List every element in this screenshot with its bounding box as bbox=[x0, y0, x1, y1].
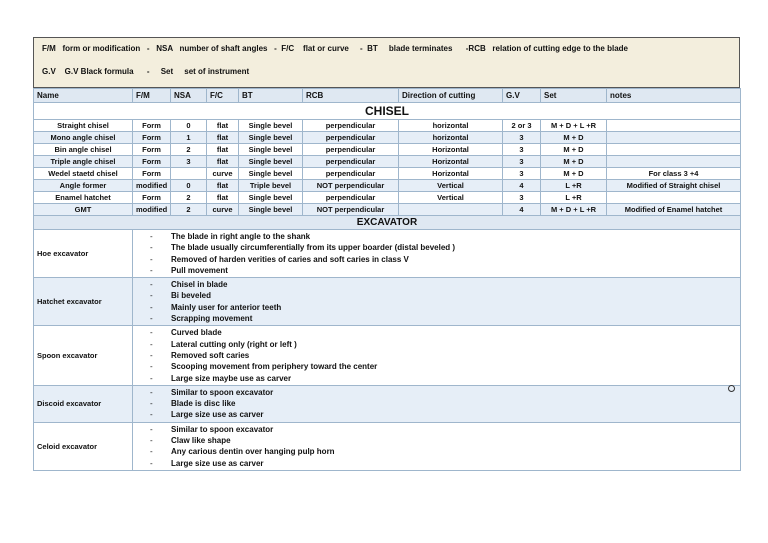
cell-direction: Horizontal bbox=[399, 144, 503, 156]
bullet-item: - Similar to spoon excavator bbox=[133, 387, 740, 398]
cell-rcb: perpendicular bbox=[303, 156, 399, 168]
table-row bbox=[34, 168, 741, 180]
bullet-list bbox=[133, 279, 740, 324]
cell-name: Straight chisel bbox=[34, 120, 133, 132]
cell-bt: Single bevel bbox=[239, 156, 303, 168]
cell-nsa: 1 bbox=[171, 132, 207, 144]
cell-fm: Form bbox=[133, 132, 171, 144]
cell-bt: Single bevel bbox=[239, 204, 303, 216]
header-nsa: NSA bbox=[171, 89, 207, 103]
cell-set: M + D + L +R bbox=[541, 204, 607, 216]
bullet-item: - Removed of harden verities of caries and soft caries in class V bbox=[133, 254, 740, 265]
cell-bt: Single bevel bbox=[239, 144, 303, 156]
header-fm: F/M bbox=[133, 89, 171, 103]
cell-direction: Horizontal bbox=[399, 168, 503, 180]
bullet-item: - Blade is disc like bbox=[133, 398, 740, 409]
cell-fm: Form bbox=[133, 192, 171, 204]
excavator-name: Hoe excavator bbox=[34, 230, 133, 278]
bullet-list bbox=[133, 387, 740, 421]
cell-set: M + D + L +R bbox=[541, 120, 607, 132]
cell-fc: curve bbox=[207, 168, 239, 180]
cell-nsa: 2 bbox=[171, 144, 207, 156]
cell-name: Bin angle chisel bbox=[34, 144, 133, 156]
cell-nsa: 0 bbox=[171, 120, 207, 132]
bullet-item: - Claw like shape bbox=[133, 435, 740, 446]
excavator-row bbox=[34, 230, 741, 278]
cell-set: M + D bbox=[541, 168, 607, 180]
bullet-list bbox=[133, 327, 740, 383]
excavator-description bbox=[133, 326, 741, 385]
cell-fc: flat bbox=[207, 192, 239, 204]
bullet-item: - Similar to spoon excavator bbox=[133, 424, 740, 435]
section-chisel bbox=[34, 103, 741, 120]
cell-bt: Single bevel bbox=[239, 120, 303, 132]
excavator-row bbox=[34, 385, 741, 422]
cell-set: M + D bbox=[541, 144, 607, 156]
cell-rcb: NOT perpendicular bbox=[303, 180, 399, 192]
cell-name: GMT bbox=[34, 204, 133, 216]
table-row bbox=[34, 120, 741, 132]
table-row bbox=[34, 204, 741, 216]
cell-name: Wedel staetd chisel bbox=[34, 168, 133, 180]
legend-line-1: F/M form or modification - NSA number of shaft angles - F/C flat or curve - BT blade terminates -RCB relation of cutting edge to the blade bbox=[42, 44, 628, 53]
cell-direction bbox=[399, 204, 503, 216]
bullet-item: - Chisel in blade bbox=[133, 279, 740, 290]
cell-fm: modified bbox=[133, 180, 171, 192]
table-row bbox=[34, 132, 741, 144]
cell-gv: 3 bbox=[503, 192, 541, 204]
table-row bbox=[34, 144, 741, 156]
bullet-item: - Large size use as carver bbox=[133, 409, 740, 420]
cell-name: Enamel hatchet bbox=[34, 192, 133, 204]
cell-nsa: 3 bbox=[171, 156, 207, 168]
bullet-item: - Large size use as carver bbox=[133, 458, 740, 469]
cell-bt: Single bevel bbox=[239, 132, 303, 144]
bullet-item: - Any carious dentin over hanging pulp horn bbox=[133, 446, 740, 457]
excavator-row bbox=[34, 278, 741, 326]
cell-set: M + D bbox=[541, 156, 607, 168]
header-direction: Direction of cutting bbox=[399, 89, 503, 103]
cell-nsa: 2 bbox=[171, 192, 207, 204]
cell-nsa: 0 bbox=[171, 180, 207, 192]
excavator-name: Discoid excavator bbox=[34, 385, 133, 422]
table-row bbox=[34, 156, 741, 168]
cell-bt: Triple bevel bbox=[239, 180, 303, 192]
cell-fc: flat bbox=[207, 144, 239, 156]
cell-fc: flat bbox=[207, 180, 239, 192]
cell-rcb: perpendicular bbox=[303, 144, 399, 156]
cell-name: Mono angle chisel bbox=[34, 132, 133, 144]
cell-set: L +R bbox=[541, 192, 607, 204]
instrument-table bbox=[33, 88, 741, 471]
cell-gv: 4 bbox=[503, 204, 541, 216]
excavator-name: Spoon excavator bbox=[34, 326, 133, 385]
excavator-name: Celoid excavator bbox=[34, 422, 133, 470]
legend-line-2: G.V G.V Black formula - Set set of instrument bbox=[42, 67, 250, 76]
bullet-item: - Lateral cutting only (right or left ) bbox=[133, 339, 740, 350]
cell-notes bbox=[607, 156, 741, 168]
bullet-item: - The blade usually circumferentially from its upper boarder (distal beveled ) bbox=[133, 242, 740, 253]
cell-direction: Vertical bbox=[399, 192, 503, 204]
cell-gv: 3 bbox=[503, 168, 541, 180]
bullet-item: - Scrapping movement bbox=[133, 313, 740, 324]
cell-notes bbox=[607, 132, 741, 144]
circle-marker-icon bbox=[728, 385, 735, 392]
cell-rcb: perpendicular bbox=[303, 192, 399, 204]
excavator-row bbox=[34, 422, 741, 470]
cell-direction: Horizontal bbox=[399, 156, 503, 168]
cell-notes: For class 3 +4 bbox=[607, 168, 741, 180]
excavator-description bbox=[133, 385, 741, 422]
table-row bbox=[34, 180, 741, 192]
cell-gv: 4 bbox=[503, 180, 541, 192]
header-fc: F/C bbox=[207, 89, 239, 103]
cell-fm: Form bbox=[133, 156, 171, 168]
cell-fc: curve bbox=[207, 204, 239, 216]
cell-gv: 3 bbox=[503, 132, 541, 144]
cell-notes: Modified of Enamel hatchet bbox=[607, 204, 741, 216]
cell-notes bbox=[607, 192, 741, 204]
excavator-description bbox=[133, 422, 741, 470]
cell-gv: 3 bbox=[503, 144, 541, 156]
cell-fm: modified bbox=[133, 204, 171, 216]
cell-fc: flat bbox=[207, 156, 239, 168]
cell-set: L +R bbox=[541, 180, 607, 192]
header-row bbox=[34, 89, 741, 103]
excavator-description bbox=[133, 230, 741, 278]
cell-bt: Single bevel bbox=[239, 168, 303, 180]
header-name: Name bbox=[34, 89, 133, 103]
cell-name: Triple angle chisel bbox=[34, 156, 133, 168]
bullet-item: - Removed soft caries bbox=[133, 350, 740, 361]
table-row bbox=[34, 192, 741, 204]
cell-rcb: NOT perpendicular bbox=[303, 204, 399, 216]
cell-fc: flat bbox=[207, 132, 239, 144]
header-bt: BT bbox=[239, 89, 303, 103]
bullet-item: - Curved blade bbox=[133, 327, 740, 338]
cell-direction: horizontal bbox=[399, 132, 503, 144]
cell-notes bbox=[607, 144, 741, 156]
bullet-list bbox=[133, 231, 740, 276]
section-excavator bbox=[34, 216, 741, 230]
bullet-item: - Large size maybe use as carver bbox=[133, 373, 740, 384]
header-notes: notes bbox=[607, 89, 741, 103]
bullet-item: - Scooping movement from periphery toward the center bbox=[133, 361, 740, 372]
cell-name: Angle former bbox=[34, 180, 133, 192]
bullet-item: - The blade in right angle to the shank bbox=[133, 231, 740, 242]
cell-fm: Form bbox=[133, 168, 171, 180]
bullet-item: - Bi beveled bbox=[133, 290, 740, 301]
section-title: EXCAVATOR bbox=[34, 216, 741, 230]
cell-fm: Form bbox=[133, 144, 171, 156]
cell-nsa: 2 bbox=[171, 204, 207, 216]
cell-notes bbox=[607, 120, 741, 132]
excavator-name: Hatchet excavator bbox=[34, 278, 133, 326]
cell-rcb: perpendicular bbox=[303, 168, 399, 180]
bullet-item: - Pull movement bbox=[133, 265, 740, 276]
cell-nsa bbox=[171, 168, 207, 180]
section-title: CHISEL bbox=[34, 103, 741, 120]
cell-direction: horizontal bbox=[399, 120, 503, 132]
cell-bt: Single bevel bbox=[239, 192, 303, 204]
bullet-list bbox=[133, 424, 740, 469]
cell-fc: flat bbox=[207, 120, 239, 132]
header-set: Set bbox=[541, 89, 607, 103]
header-gv: G.V bbox=[503, 89, 541, 103]
cell-direction: Vertical bbox=[399, 180, 503, 192]
cell-rcb: perpendicular bbox=[303, 132, 399, 144]
excavator-row bbox=[34, 326, 741, 385]
cell-notes: Modified of Straight chisel bbox=[607, 180, 741, 192]
cell-gv: 2 or 3 bbox=[503, 120, 541, 132]
abbreviation-legend bbox=[33, 37, 740, 88]
bullet-item: - Mainly user for anterior teeth bbox=[133, 302, 740, 313]
cell-gv: 3 bbox=[503, 156, 541, 168]
cell-set: M + D bbox=[541, 132, 607, 144]
cell-fm: Form bbox=[133, 120, 171, 132]
cell-rcb: perpendicular bbox=[303, 120, 399, 132]
header-rcb: RCB bbox=[303, 89, 399, 103]
excavator-description bbox=[133, 278, 741, 326]
